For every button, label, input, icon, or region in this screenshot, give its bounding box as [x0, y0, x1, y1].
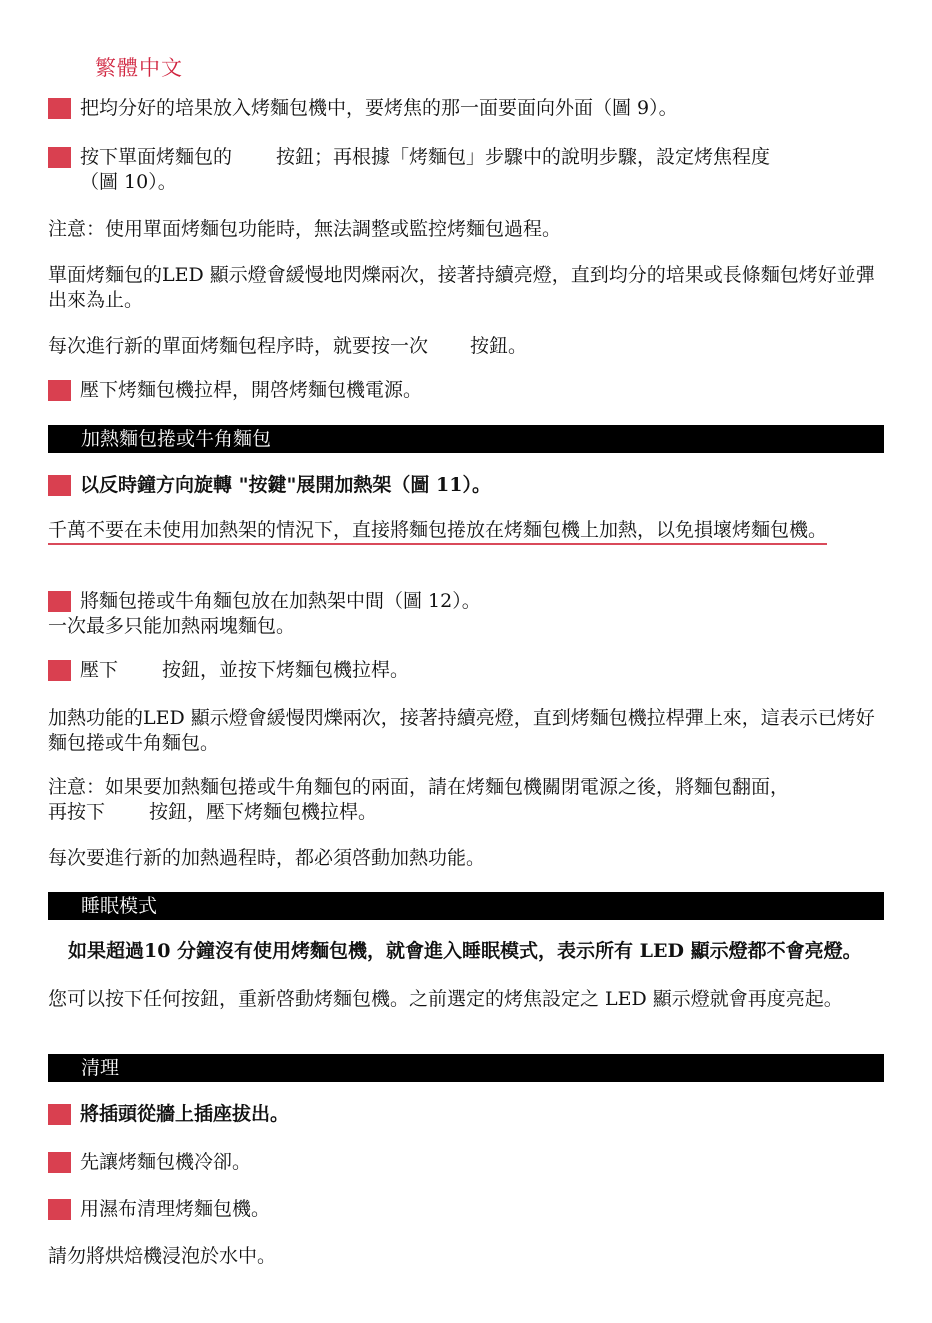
text-segment: 每次進行新的單面烤麵包程序時，就要按一次	[48, 335, 429, 357]
paragraph	[48, 145, 916, 195]
paragraph: 每次要進行新的加熱過程時，都必須啓動加熱功能。	[48, 847, 486, 869]
text-segment: 按鈕，並按下烤麵包機拉桿。	[162, 659, 410, 681]
text-segment: 按鈕，壓下烤麵包機拉桿。	[149, 801, 378, 823]
paragraph: 壓下烤麵包機拉桿，開啓烤麵包機電源。	[80, 379, 423, 401]
warning-underlined: 千萬不要在未使用加熱架的情況下，直接將麵包捲放在烤麵包機上加熱，以免損壞烤麵包機。	[48, 519, 827, 545]
paragraph: 您可以按下任何按鈕，重新啓動烤麵包機。之前選定的烤焦設定之 LED 顯示燈就會再度亮起。	[48, 988, 843, 1010]
text-segment: 按下單面烤麵包的	[80, 146, 233, 168]
section-header-reheat: 加熱麵包捲或牛角麵包	[48, 425, 884, 453]
text-line	[48, 800, 884, 825]
paragraph: 將插頭從牆上插座拔出。	[80, 1103, 290, 1125]
paragraph: 加熱功能的LED 顯示燈會緩慢閃爍兩次，接著持續亮燈，直到烤麵包機拉桿彈上來，這表示已烤好麵包捲或牛角麵包。	[48, 707, 875, 754]
text-segment: （圖 10）。	[80, 171, 177, 193]
paragraph: 用濕布清理烤麵包機。	[80, 1198, 271, 1220]
paragraph: 請勿將烘焙機浸泡於水中。	[48, 1245, 277, 1267]
warning-text	[48, 518, 884, 543]
text-segment: 壓下	[80, 659, 119, 681]
note	[48, 775, 884, 825]
text-segment: 按鈕；再根據「烤麵包」步驟中的說明步驟，設定烤焦程度	[276, 146, 771, 168]
paragraph	[48, 658, 916, 683]
section-header-cleaning: 清理	[48, 1054, 884, 1082]
paragraph: 把均分好的培果放入烤麵包機中，要烤焦的那一面要面向外面（圖 9）。	[80, 97, 678, 119]
text-segment: 按鈕。	[470, 335, 528, 357]
paragraph	[48, 334, 884, 359]
text-line: 注意：如果要加熱麵包捲或牛角麵包的兩面，請在烤麵包機關閉電源之後，將麵包翻面，	[48, 776, 790, 798]
text-line: 將麵包捲或牛角麵包放在加熱架中間（圖 12）。	[80, 590, 481, 612]
paragraph: 先讓烤麵包機冷卻。	[80, 1151, 252, 1173]
paragraph: 單面烤麵包的LED 顯示燈會緩慢地閃爍兩次，接著持續亮燈，直到均分的培果或長條麵包烤好並彈出來為止。	[48, 264, 875, 311]
note: 注意：使用單面烤麵包功能時，無法調整或監控烤麵包過程。	[48, 218, 562, 240]
paragraph: 如果超過10 分鐘沒有使用烤麵包機，就會進入睡眠模式，表示所有 LED 顯示燈都不會亮燈。	[68, 940, 862, 962]
language-label: 繁體中文	[95, 56, 183, 80]
paragraph	[48, 589, 884, 639]
section-header-sleep-mode: 睡眠模式	[48, 892, 884, 920]
text-segment: 再按下	[48, 801, 106, 823]
text-line: 一次最多只能加熱兩塊麵包。	[48, 615, 296, 637]
paragraph: 以反時鐘方向旋轉 "按鍵"展開加熱架（圖 11）。	[80, 474, 491, 496]
